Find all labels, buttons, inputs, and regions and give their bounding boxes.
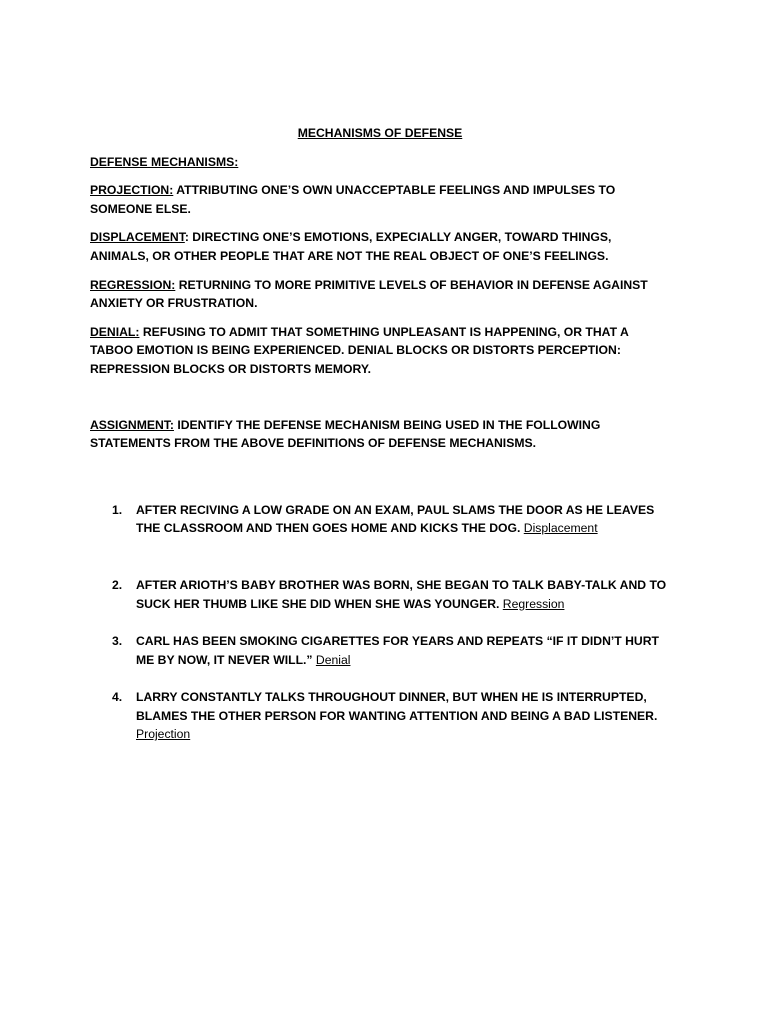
definition-text: DIRECTING ONE’S EMOTIONS, EXPECIALLY ANGER, TOWARD THINGS, ANIMALS, OR OTHER PEOPLE THAT ARE NOT THE REAL OBJECT OF ONE’S FEELINGS. (90, 230, 612, 263)
definition-text: REFUSING TO ADMIT THAT SOMETHING UNPLEASANT IS HAPPENING, OR THAT A TABOO EMOTION IS BEING EXPERIENCED. DENIAL BLOCKS OR DISTORTS PERCEPTION: REPRESSION BLOCKS OR DISTORTS MEMORY. (90, 324, 629, 376)
definition-regression (90, 276, 670, 313)
question-answer: Regression (502, 596, 565, 611)
blank-line (90, 389, 670, 416)
blank-line (90, 463, 670, 501)
definition-text: RETURNING TO MORE PRIMITIVE LEVELS OF BEHAVIOR IN DEFENSE AGAINST ANXIETY OR FRUSTRATION. (90, 277, 648, 311)
question-text: LARRY CONSTANTLY TALKS THROUGHOUT DINNER, BUT WHEN HE IS INTERRUPTED, BLAMES THE OTHER PERSON FOR WANTING ATTENTION AND BEING A BAD LISTENER. (136, 690, 658, 723)
definition-denial (90, 323, 670, 379)
section-heading (90, 153, 670, 172)
blank-line (90, 613, 670, 632)
question-item (90, 688, 670, 744)
definition-displacement (90, 228, 670, 265)
assignment-text: IDENTIFY THE DEFENSE MECHANISM BEING USED IN THE FOLLOWING STATEMENTS FROM THE ABOVE DEFINITIONS OF DEFENSE MECHANISMS. (90, 417, 601, 451)
definition-term: PROJECTION: (90, 183, 174, 198)
document-page (90, 124, 670, 744)
question-text: CARL HAS BEEN SMOKING CIGARETTES FOR YEARS AND REPEATS “IF IT DIDN’T HURT ME BY NOW, IT NEVER WILL.” (136, 634, 659, 667)
question-text: AFTER ARIOTH’S BABY BROTHER WAS BORN, SHE BEGAN TO TALK BABY-TALK AND TO SUCK HER THUMB LIKE SHE DID WHEN SHE WAS YOUNGER. (136, 577, 667, 611)
section-heading-label: DEFENSE MECHANISMS: (90, 154, 239, 169)
definition-projection (90, 181, 670, 218)
assignment-label: ASSIGNMENT: (90, 417, 174, 432)
question-answer: Projection (136, 727, 191, 742)
definition-term: DENIAL: (90, 324, 140, 339)
question-number: 2. (112, 577, 123, 592)
question-item (90, 576, 670, 613)
definition-term: REGRESSION: (90, 277, 176, 292)
question-answer: Displacement (523, 521, 598, 536)
definition-text: ATTRIBUTING ONE’S OWN UNACCEPTABLE FEELINGS AND IMPULSES TO SOMEONE ELSE. (90, 183, 616, 216)
question-number: 1. (112, 502, 123, 517)
definition-separator: : (184, 230, 189, 245)
blank-line (90, 538, 670, 576)
assignment-instructions (90, 416, 670, 453)
question-number: 4. (112, 690, 123, 705)
question-number: 3. (112, 634, 123, 649)
question-item (90, 632, 670, 669)
question-item (90, 501, 670, 538)
document-title: MECHANISMS OF DEFENSE (297, 126, 463, 140)
question-text: AFTER RECIVING A LOW GRADE ON AN EXAM, PAUL SLAMS THE DOOR AS HE LEAVES THE CLASSROOM AND THEN GOES HOME AND KICKS THE DOG. (136, 502, 655, 536)
question-answer: Denial (315, 652, 351, 667)
blank-line (90, 669, 670, 688)
question-list (90, 501, 670, 744)
definition-term: DISPLACEMENT (90, 230, 185, 245)
